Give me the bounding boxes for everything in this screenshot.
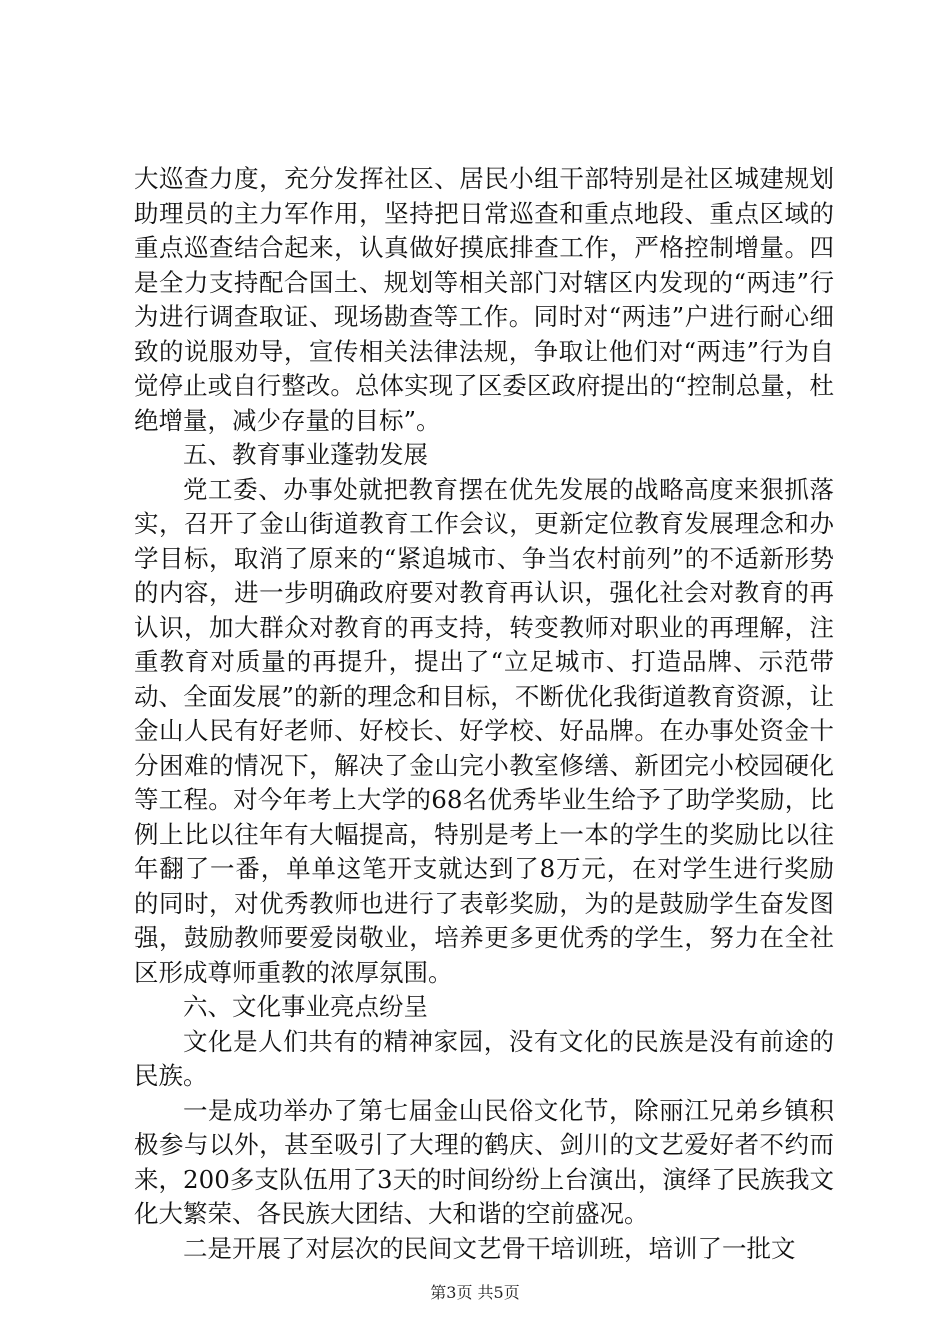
section-heading-education: 五、教育事业蓬勃发展 <box>183 440 428 469</box>
document-body <box>134 162 834 1266</box>
section-heading-culture: 六、文化事业亮点纷呈 <box>183 992 428 1021</box>
paragraph-culture-intro: 文化是人们共有的精神家园，没有文化的民族是没有前途的民族。 <box>134 1026 834 1090</box>
page-number-footer: 第3页 共5页 <box>430 1283 520 1302</box>
paragraph-education: 党工委、办事处就把教育摆在优先发展的战略高度来狠抓落实，召开了金山街道教育工作会议，更新定位教育发展理念和办学目标，取消了原来的“紧追城市、争当农村前列”的不适新形势的内容，进一步明确政府要对教育再认识，强化社会对教育的再认识，加大群众对教育的再支持，转变教师对职业的再理解，注重教育对质量的再提升，提出了“立足城市、打造品牌、示范带动、全面发展”的新的理念和目标，不断优化我街道教育资源，让金山人民有好老师、好校长、好学校、好品牌。在办事处资金十分困难的情况下，解决了金山完小教室修缮、新团完小校园硬化等工程。对今年考上大学的68名优秀毕业生给予了助学奖励，比例上比以往年有大幅提高，特别是考上一本的学生的奖励比以往年翻了一番，单单这笔开支就达到了8万元，在对学生进行奖励的同时，对优秀教师也进行了表彰奖励，为的是鼓励学生奋发图强，鼓励教师要爱岗敬业，培养更多更优秀的学生，努力在全社区形成尊师重教的浓厚氛围。 <box>134 474 834 987</box>
paragraph-culture-festival: 一是成功举办了第七届金山民俗文化节，除丽江兄弟乡镇积极参与以外，甚至吸引了大理的鹤庆、剑川的文艺爱好者不约而来，200多支队伍用了3天的时间纷纷上台演出，演绎了民族我文化大繁荣、各民族大团结、大和谐的空前盛况。 <box>134 1095 834 1228</box>
paragraph-culture-training: 二是开展了对层次的民间文艺骨干培训班，培训了一批文 <box>183 1233 796 1263</box>
paragraph-continued: 大巡查力度，充分发挥社区、居民小组干部特别是社区城建规划助理员的主力军作用，坚持把日常巡查和重点地段、重点区域的重点巡查结合起来，认真做好摸底排查工作，严格控制增量。四是全力支持配合国土、规划等相关部门对辖区内发现的“两违”行为进行调查取证、现场勘查等工作。同时对“两违”户进行耐心细致的说服劝导，宣传相关法律法规，争取让他们对“两违”行为自觉停止或自行整改。总体实现了区委区政府提出的“控制总量，杜绝增量，减少存量的目标”。 <box>134 164 834 435</box>
